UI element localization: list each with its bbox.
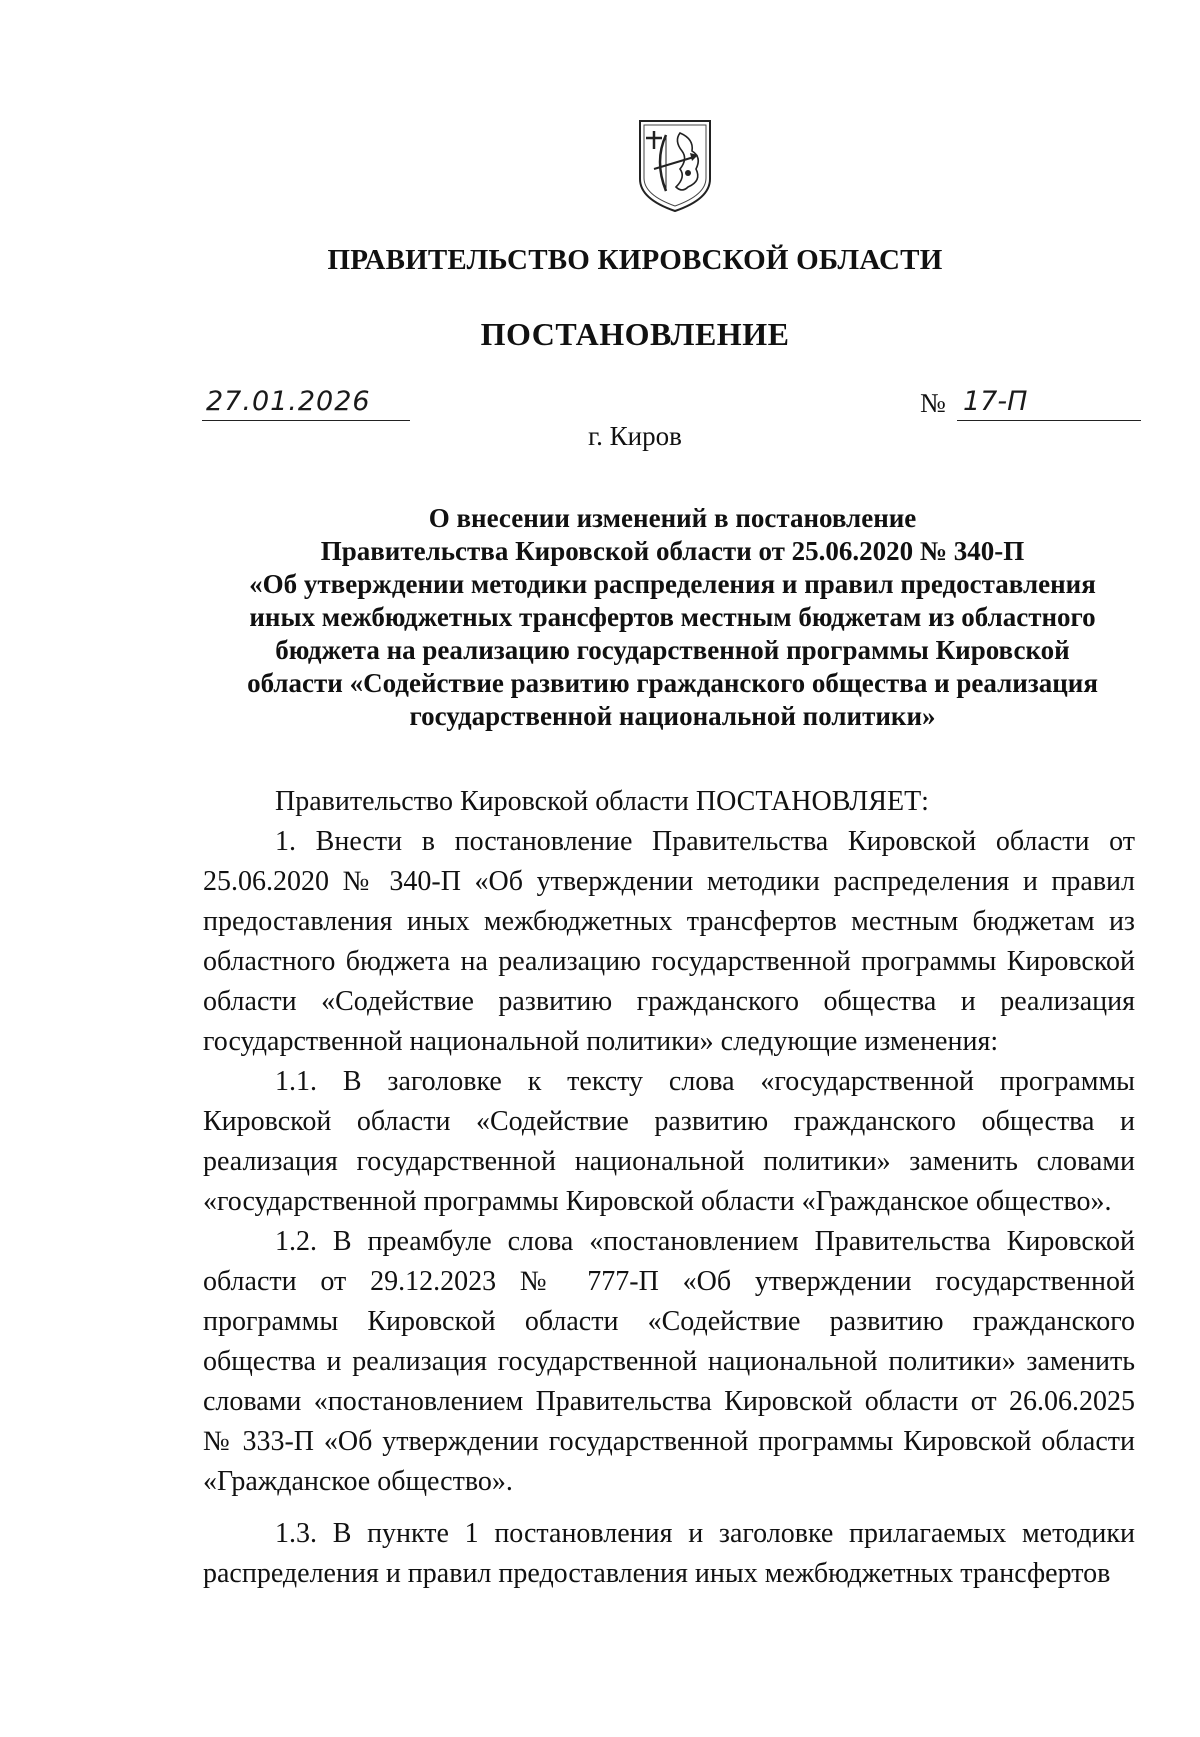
paragraph-1-1: 1.1. В заголовке к тексту слова «государственной программы Кировской области «Содействие развитию гражданского общества и реализация государственной национальной политики» заменить словами «государственной программы Кировской области «Гражданское общество». — [203, 1066, 1135, 1217]
paragraph-1-2: 1.2. В преамбуле слова «постановлением Правительства Кировской области от 29.12.2023 № 777-П «Об утверждении государственной программы Кировской области «Содействие развитию гражданского общества и реализация государственной национальной политики» заменить словами «постановлением Правительства Кировской области от 26.06.2025 № 333-П «Об утверждении государственной программы Кировской области «Гражданское общество». — [203, 1226, 1135, 1497]
subject-line: бюджета на реализацию государственной программы Кировской — [275, 635, 1070, 665]
kirov-coat-of-arms-icon — [636, 117, 714, 215]
document-subject — [205, 502, 1140, 733]
subject-line: «Об утверждении методики распределения и правил предоставления — [249, 569, 1096, 599]
subject-line: Правительства Кировской области от 25.06.2020 № 340-П — [320, 536, 1025, 566]
city-label: г. Киров — [588, 421, 682, 451]
number-field — [957, 386, 1141, 421]
number-value: 17-П — [963, 386, 1028, 417]
government-title: ПРАВИТЕЛЬСТВО КИРОВСКОЙ ОБЛАСТИ — [327, 244, 943, 276]
preamble: Правительство Кировской области ПОСТАНОВЛЯЕТ: — [275, 786, 929, 817]
paragraph-1: 1. Внести в постановление Правительства Кировской области от 25.06.2020 № 340-П «Об утверждении методики распределения и правил предоставления иных межбюджетных трансфертов местным бюджетам из областного бюджета на реализацию государственной программы Кировской области «Содействие развитию гражданского общества и реализация государственной национальной политики» следующие изменения: — [203, 826, 1135, 1057]
document-type-heading: ПОСТАНОВЛЕНИЕ — [480, 316, 790, 352]
subject-line: О внесении изменений в постановление — [428, 503, 917, 533]
paragraph-1-3: 1.3. В пункте 1 постановления и заголовке прилагаемых методики распределения и правил предоставления иных межбюджетных трансфертов — [203, 1518, 1135, 1589]
document-body — [203, 782, 1135, 1594]
date-field — [202, 386, 410, 421]
date-value: 27.01.2026 — [206, 386, 371, 417]
subject-line: иных межбюджетных трансфертов местным бюджетам из областного — [249, 602, 1096, 632]
number-label: № — [920, 388, 946, 418]
subject-line: области «Содействие развитию гражданского общества и реализация — [247, 668, 1098, 698]
subject-line: государственной национальной политики» — [409, 701, 936, 731]
